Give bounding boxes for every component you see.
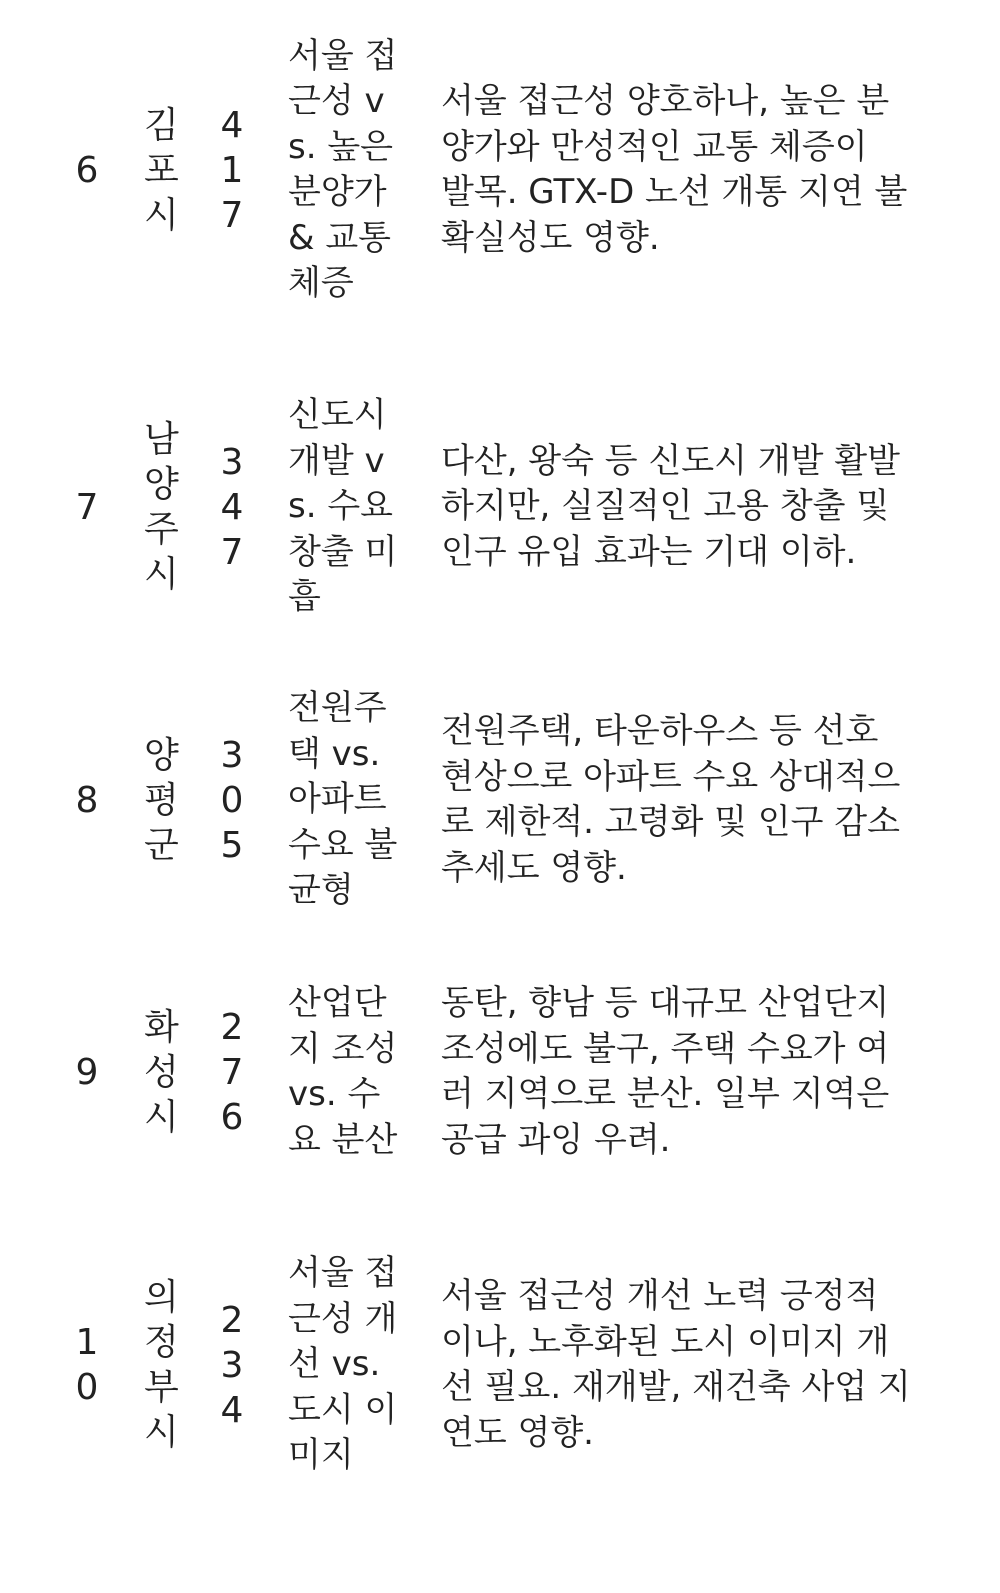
city-cell — [132, 370, 186, 644]
rank-cell — [60, 686, 114, 914]
city-name: 양평군 — [144, 734, 179, 866]
city-name: 김포시 — [144, 104, 179, 236]
issue-text: 전원주택 vs. 아파트 수요 불균형 — [288, 688, 398, 911]
score-value: 347 — [220, 441, 244, 573]
issue-text: 서울 접근성 vs. 높은 분양가 & 교통 체증 — [288, 35, 398, 303]
rank-value: 10 — [75, 1322, 99, 1408]
score-cell — [205, 958, 259, 1186]
score-value: 276 — [220, 1006, 244, 1138]
table-row — [0, 686, 1000, 914]
issue-cell — [288, 958, 410, 1186]
city-name: 의정부시 — [144, 1277, 179, 1453]
rank-value: 9 — [75, 1051, 99, 1093]
rank-cell — [60, 370, 114, 644]
score-cell — [205, 1228, 259, 1502]
description-text: 서울 접근성 양호하나, 높은 분양가와 만성적인 교통 체증이 발목. GTX-D 노선 개통 지연 불확실성도 영향. — [441, 81, 908, 258]
description-text: 동탄, 향남 등 대규모 산업단지 조성에도 불구, 주택 수요가 여러 지역으로 분산. 일부 지역은 공급 과잉 우려. — [441, 983, 890, 1160]
rank-cell — [60, 1228, 114, 1502]
rank-cell — [60, 10, 114, 330]
city-name: 남양주시 — [144, 419, 179, 595]
description-cell — [441, 686, 919, 914]
table-row — [0, 10, 1000, 330]
rank-value: 7 — [75, 486, 99, 528]
city-name: 화성시 — [144, 1006, 179, 1138]
table-row — [0, 370, 1000, 644]
rank-value: 6 — [75, 149, 99, 191]
city-cell — [132, 10, 186, 330]
rank-cell — [60, 958, 114, 1186]
description-text: 서울 접근성 개선 노력 긍정적이나, 노후화된 도시 이미지 개선 필요. 재개발, 재건축 사업 지연도 영향. — [441, 1276, 911, 1453]
city-cell — [132, 1228, 186, 1502]
score-value: 305 — [220, 734, 244, 866]
rank-value: 8 — [75, 779, 99, 821]
table-row — [0, 1228, 1000, 1502]
score-cell — [205, 10, 259, 330]
issue-cell — [288, 1228, 410, 1502]
issue-cell — [288, 10, 410, 330]
table-row — [0, 958, 1000, 1186]
description-cell — [441, 958, 919, 1186]
description-cell — [441, 370, 919, 644]
description-text: 전원주택, 타운하우스 등 선호 현상으로 아파트 수요 상대적으로 제한적. 고령화 및 인구 감소 추세도 영향. — [441, 711, 901, 888]
score-value: 417 — [220, 104, 244, 236]
score-value: 234 — [220, 1299, 244, 1431]
issue-cell — [288, 686, 410, 914]
description-cell — [441, 10, 919, 330]
issue-cell — [288, 370, 410, 644]
city-cell — [132, 686, 186, 914]
score-cell — [205, 686, 259, 914]
description-text: 다산, 왕숙 등 신도시 개발 활발하지만, 실질적인 고용 창출 및 인구 유입 효과는 기대 이하. — [441, 440, 900, 572]
issue-text: 서울 접근성 개선 vs. 도시 이미지 — [288, 1253, 398, 1476]
issue-text: 산업단지 조성 vs. 수요 분산 — [288, 983, 398, 1160]
city-cell — [132, 958, 186, 1186]
score-cell — [205, 370, 259, 644]
issue-text: 신도시 개발 vs. 수요 창출 미흡 — [288, 395, 398, 618]
description-cell — [441, 1228, 919, 1502]
